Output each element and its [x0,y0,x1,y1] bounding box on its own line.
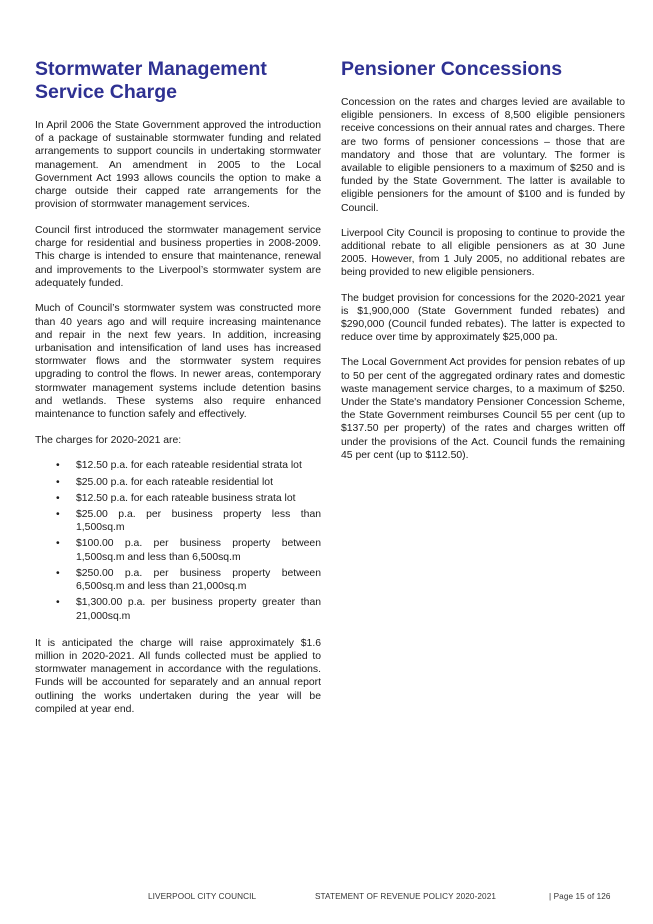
charges-intro: The charges for 2020-2021 are: [35,434,182,446]
charge-item-text: $12.50 p.a. for each rateable residential strata lot [76,460,302,472]
bullet-icon: • [56,476,60,488]
footer-page-number: | Page 15 of 126 [549,892,611,901]
bullet-icon: • [56,492,60,504]
stormwater-closing-paragraph: It is anticipated the charge will raise approximately $1.6 million in 2020-2021. All funds collected must be applied to stormwater management in accordance with the regulations. Funds will be accounted for separately and an annual report outlining the works undertaken during the year will be compiled at year end. [35,637,321,715]
stormwater-paragraph-3: Much of Council’s stormwater system was constructed more than 40 years ago and will require increasing maintenance and repair in the next few years. In addition, increasing urbanisation and intensification of land uses has increased stormwater flows and the stormwater system requires upgrading to control the flows. In newer areas, contemporary stormwater management systems include detention basins and wetlands. These systems also require enhanced maintenance to function safely and effectively. [35,303,321,421]
bullet-icon: • [56,460,60,472]
charge-item [35,459,321,472]
bullet-icon: • [56,538,60,550]
charge-item-text: $25.00 p.a. per business property less than 1,500sq.m [76,509,321,534]
stormwater-paragraph-1: In April 2006 the State Government approved the introduction of a package of sustainable stormwater funding and related arrangements to support councils in undertaking stormwater management. An amendment in 2005 to the Local Government Act 1993 allows councils the option to make a charge outside their capped rate arrangements for the provision of stormwater management services. [35,120,321,211]
stormwater-paragraph-2: Council first introduced the stormwater management service charge for residential and business properties in 2008-2009. This charge is intended to ensure that maintenance, renewal and improvements to the Liverpool’s stormwater system are adequately funded. [35,224,321,289]
pensioner-paragraph-1: Concession on the rates and charges levied are available to eligible pensioners. In excess of 8,500 eligible pensioners receive concessions on their annual rates and charges. There are two forms of pensioner concessions – those that are mandatory and those that are voluntary. The former is available to eligible pensioners to a maximum of $250 and is funded by the State Government. The latter is available to eligible pensioners for the amount of $100 and is funded by Council. [341,97,625,214]
charge-item-text: $1,300.00 p.a. per business property greater than 21,000sq.m [76,597,321,622]
pensioner-paragraph-3: The budget provision for concessions for the 2020-2021 year is $1,900,000 (State Government funded rebates) and $290,000 (Council funded rebates). The latter is expected to reduce over time by approximately $25,000 pa. [341,292,625,344]
pensioner-heading: Pensioner Concessions [341,58,563,80]
pensioner-column [341,58,625,474]
bullet-icon: • [56,509,60,521]
charge-item [35,508,321,534]
charge-item-text: $12.50 p.a. for each rateable business strata lot [76,492,296,504]
page-footer [0,892,653,906]
bullet-icon: • [56,597,60,609]
stormwater-column [35,58,321,728]
charge-item [35,492,321,505]
charge-item-text: $100.00 p.a. per business property between 1,500sq.m and less than 6,500sq.m [76,538,321,563]
charge-item [35,537,321,563]
charge-item [35,567,321,593]
charge-item [35,476,321,489]
charge-item-text: $25.00 p.a. for each rateable residential lot [76,476,273,488]
stormwater-heading: Stormwater Management Service Charge [35,58,267,103]
charge-item-text: $250.00 p.a. per business property between 6,500sq.m and less than 21,000sq.m [76,567,321,593]
footer-document-title: STATEMENT OF REVENUE POLICY 2020-2021 [315,892,497,901]
footer-council-name: LIVERPOOL CITY COUNCIL [148,892,257,901]
bullet-icon: • [56,567,60,579]
pensioner-paragraph-2: Liverpool City Council is proposing to continue to provide the additional rebate to all eligible pensioners as at 30 June 2005. However, from 1 July 2005, no additional rebates are being provided to new eligible pensioners. [341,227,625,279]
charges-list [35,459,321,622]
charge-item [35,596,321,622]
pensioner-paragraph-4: The Local Government Act provides for pension rebates of up to 50 per cent of the aggregated ordinary rates and domestic waste management service charges, to a maximum of $250. Under the State's mandatory Pensioner Concession Scheme, the State Government reimburses Council 55 per cent (up to $137.50 per property) of the rates and charges written off under the provisions of the Act. Council funds the remaining 45 per cent (up to $112.50). [341,357,625,461]
